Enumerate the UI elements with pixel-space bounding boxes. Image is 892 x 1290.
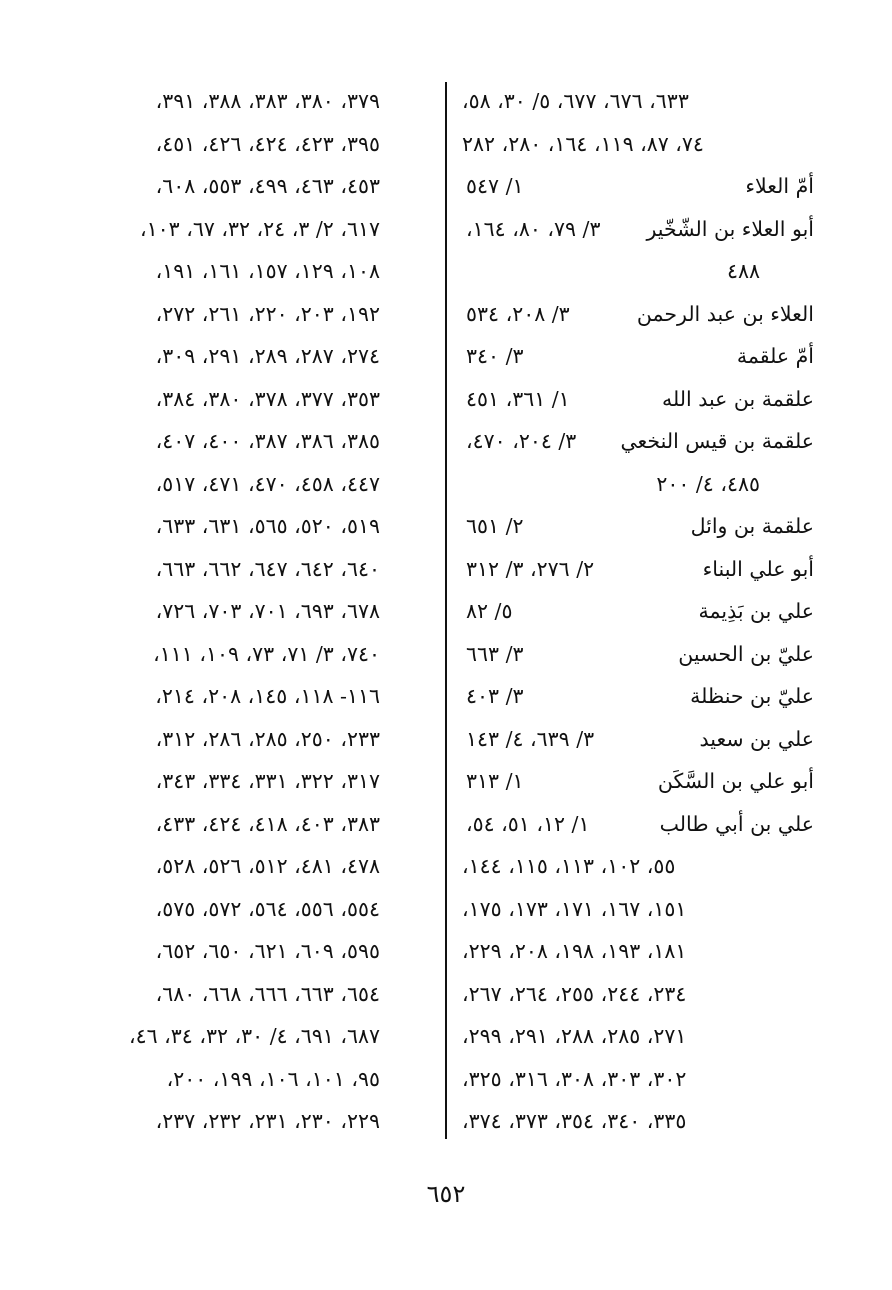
entry-continuation-line (462, 1015, 814, 1058)
entry-continuation-line (462, 1100, 814, 1143)
index-column-right (462, 80, 814, 1143)
entry-continuation-line: ٦٤٠، ٦٤٢، ٦٤٧، ٦٦٢، ٦٦٣، (155, 556, 380, 581)
entry-continuation-line: ٦٨٧، ٦٩١، ٤/ ٣٠، ٣٢، ٣٤، ٤٦، (129, 1024, 380, 1048)
entry-continuation-line: ٥٥٤، ٥٥٦، ٥٦٤، ٥٧٢، ٥٧٥، (155, 896, 380, 921)
entry-continuation-line (462, 888, 814, 931)
index-entry (462, 165, 814, 208)
entry-continuation-line: ٥١٩، ٥٢٠، ٥٦٥، ٦٣١، ٦٣٣، (155, 514, 380, 538)
entry-continuation-line: ١١٦- ١١٨، ١٤٥، ٢٠٨، ٢١٤، (155, 684, 380, 708)
entry-continuation-line: ٦١٧، ٢/ ٣، ٢٤، ٣٢، ٦٧، ١٠٣، (140, 216, 380, 241)
entry-name: علقمة بن عبد الله (662, 386, 814, 411)
entry-page-refs: ٣/ ٦٣٩، ٤/ ١٤٣ (466, 726, 595, 751)
entry-continuation-line: ٦٧٨، ٦٩٣، ٧٠١، ٧٠٣، ٧٢٦، (155, 599, 380, 623)
entry-page-refs: ١/ ٣٦١، ٤٥١ (466, 386, 570, 411)
entry-continuation-line: ٤٤٧، ٤٥٨، ٤٧٠، ٤٧١، ٥١٧، (155, 471, 380, 496)
entry-page-refs: ١/ ١٢، ٥١، ٥٤، (466, 811, 590, 836)
index-entry (462, 208, 814, 251)
entry-page-refs: ٣/ ٤٠٣ (466, 684, 524, 708)
index-entry (462, 335, 814, 378)
entry-continuation-line (462, 80, 814, 123)
entry-page-refs: ٤٨٥، ٤/ ٢٠٠ (656, 471, 760, 496)
entry-page-refs: ٥٥، ١٠٢، ١١٣، ١١٥، ١٤٤، (462, 854, 676, 878)
index-entry (462, 420, 814, 463)
entry-page-refs: ٣٠٢، ٣٠٣، ٣٠٨، ٣١٦، ٣٢٥، (462, 1066, 687, 1091)
entry-continuation-line: ٣٩٥، ٤٢٣، ٤٢٤، ٤٢٦، ٤٥١، (155, 131, 380, 156)
index-column-left (72, 80, 380, 1143)
entry-name: أبو العلاء بن الشّخّير (646, 216, 814, 241)
entry-continuation-line: ٣١٧، ٣٢٢، ٣٣١، ٣٣٤، ٣٤٣، (155, 769, 380, 793)
entry-continuation-line (462, 250, 814, 293)
index-entry (462, 590, 814, 633)
index-entry (462, 633, 814, 676)
entry-continuation-line (462, 930, 814, 973)
entry-continuation-line (462, 1058, 814, 1101)
entry-page-refs: ٢٧١، ٢٨٥، ٢٨٨، ٢٩١، ٢٩٩، (462, 1024, 687, 1048)
entry-continuation-line: ٤٥٣، ٤٦٣، ٤٩٩، ٥٥٣، ٦٠٨، (155, 174, 380, 198)
index-entry (462, 718, 814, 761)
entry-continuation-line: ٧٤٠، ٣/ ٧١، ٧٣، ١٠٩، ١١١، (153, 641, 380, 666)
entry-continuation-line (462, 973, 814, 1016)
entry-continuation-line: ١٩٢، ٢٠٣، ٢٢٠، ٢٦١، ٢٧٢، (155, 301, 380, 326)
entry-continuation-line: ٤٧٨، ٤٨١، ٥١٢، ٥٢٦، ٥٢٨، (155, 854, 380, 878)
entry-name: علقمة بن وائل (690, 514, 814, 538)
entry-name: علقمة بن قيس النخعي (620, 429, 814, 453)
entry-page-refs: ٥/ ٨٢ (466, 599, 513, 623)
entry-name: العلاء بن عبد الرحمن (636, 301, 814, 326)
entry-name: أبو علي بن السَّكَن (657, 769, 814, 793)
entry-continuation-line (462, 463, 814, 506)
entry-continuation-line: ٣٨٣، ٤٠٣، ٤١٨، ٤٢٤، ٤٣٣، (155, 811, 380, 836)
entry-continuation-line: ١٠٨، ١٢٩، ١٥٧، ١٦١، ١٩١، (155, 259, 380, 283)
index-entry (462, 803, 814, 846)
entry-page-refs: ٤٨٨ (726, 259, 760, 283)
entry-page-refs: ٣/ ٣٤٠ (466, 344, 524, 368)
index-entry (462, 293, 814, 336)
page-number: ٦٥٢ (426, 1180, 466, 1208)
entry-continuation-line: ٩٥، ١٠١، ١٠٦، ١٩٩، ٢٠٠، (166, 1066, 380, 1091)
entry-name: علي بن سعيد (699, 726, 814, 751)
entry-name: أمّ العلاء (745, 174, 814, 198)
entry-continuation-line (462, 123, 814, 166)
entry-page-refs: ٣/ ٦٦٣ (466, 641, 524, 666)
entry-continuation-line: ٦٥٤، ٦٦٣، ٦٦٦، ٦٦٨، ٦٨٠، (155, 981, 380, 1006)
entry-continuation-line: ٢٧٤، ٢٨٧، ٢٨٩، ٢٩١، ٣٠٩، (155, 344, 380, 368)
entry-page-refs: ٦٣٣، ٦٧٦، ٦٧٧، ٥/ ٣٠، ٥٨، (462, 89, 689, 113)
entry-name: علي بن أبي طالب (659, 811, 814, 836)
index-entry (462, 675, 814, 718)
entry-page-refs: ٢٣٤، ٢٤٤، ٢٥٥، ٢٦٤، ٢٦٧، (462, 981, 687, 1006)
entry-page-refs: ٧٤، ٨٧، ١١٩، ١٦٤، ٢٨٠، ٢٨٢ (462, 131, 704, 156)
entry-name: علي بن بَذِيمة (698, 599, 814, 623)
index-entry (462, 378, 814, 421)
entry-continuation-line: ٣٥٣، ٣٧٧، ٣٧٨، ٣٨٠، ٣٨٤، (155, 386, 380, 411)
entry-name: عليّ بن الحسين (678, 641, 814, 666)
entry-name: أمّ علقمة (736, 344, 814, 368)
entry-page-refs: ٢/ ٦٥١ (466, 514, 524, 538)
entry-page-refs: ١/ ٥٤٧ (466, 174, 524, 198)
entry-continuation-line (462, 845, 814, 888)
entry-name: أبو علي البناء (702, 556, 814, 581)
entry-page-refs: ٣/ ٢٠٤، ٤٧٠، (466, 429, 577, 453)
index-entry (462, 505, 814, 548)
entry-page-refs: ٣/ ٢٠٨، ٥٣٤ (466, 301, 570, 326)
entry-name: عليّ بن حنظلة (690, 684, 814, 708)
entry-page-refs: ١٨١، ١٩٣، ١٩٨، ٢٠٨، ٢٢٩، (462, 939, 687, 963)
index-entry (462, 760, 814, 803)
entry-continuation-line: ٢٣٣، ٢٥٠، ٢٨٥، ٢٨٦، ٣١٢، (155, 726, 380, 751)
entry-continuation-line: ٥٩٥، ٦٠٩، ٦٢١، ٦٥٠، ٦٥٢، (155, 939, 380, 963)
entry-continuation-line: ٣٧٩، ٣٨٠، ٣٨٣، ٣٨٨، ٣٩١، (155, 89, 380, 113)
index-entry (462, 548, 814, 591)
entry-continuation-line: ٢٢٩، ٢٣٠، ٢٣١، ٢٣٢، ٢٣٧، (155, 1109, 380, 1133)
entry-page-refs: ١٥١، ١٦٧، ١٧١، ١٧٣، ١٧٥، (462, 896, 687, 921)
column-divider (445, 82, 447, 1139)
entry-page-refs: ١/ ٣١٣ (466, 769, 524, 793)
entry-continuation-line: ٣٨٥، ٣٨٦، ٣٨٧، ٤٠٠، ٤٠٧، (155, 429, 380, 453)
entry-page-refs: ٢/ ٢٧٦، ٣/ ٣١٢ (466, 556, 595, 581)
entry-page-refs: ٣/ ٧٩، ٨٠، ١٦٤، (466, 216, 601, 241)
entry-page-refs: ٣٣٥، ٣٤٠، ٣٥٤، ٣٧٣، ٣٧٤، (462, 1109, 687, 1133)
